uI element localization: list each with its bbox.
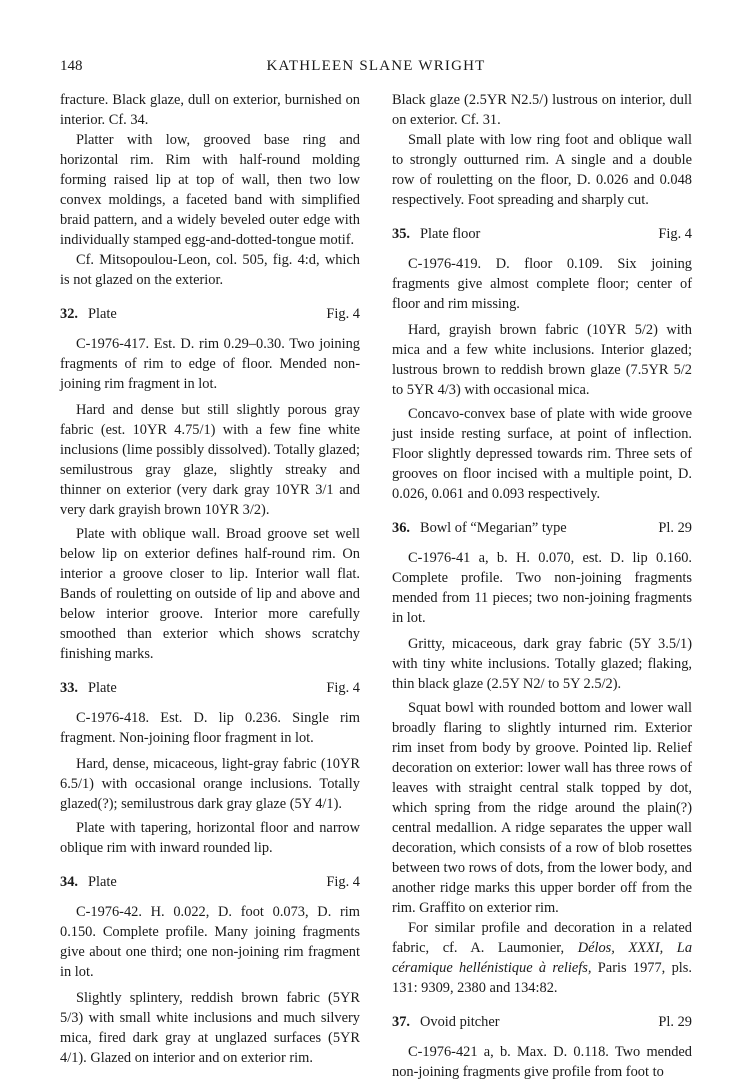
inventory-paragraph: C-1976-42. H. 0.022, D. foot 0.073, D. rim 0.150. Complete profile. Many joining fragments give about one third; one non-joining rim fragment in lot. [60,904,360,980]
entry-title: Bowl of “Megarian” type [420,520,567,536]
plate-reference: Pl. 29 [658,520,692,536]
catalog-entry-heading-37 [392,998,692,1042]
entry-number: 37. [392,1014,410,1030]
figure-reference: Fig. 4 [326,874,360,890]
entry-title: Ovoid pitcher [420,1014,500,1030]
catalog-entry-heading-33 [60,664,360,708]
description-paragraph: Platter with low, grooved base ring and horizontal rim. Rim with half-round molding forming raised lip at top of wall, then two low convex moldings, a faceted band with simplified braid pattern, and a widely beveled outer edge with individually stamped egg-and-dotted-tongue motif. [60,132,360,248]
inventory-paragraph: C-1976-417. Est. D. rim 0.29–0.30. Two joining fragments of rim to edge of floor. Mended non-joining rim fragment in lot. [60,336,360,392]
plate-reference: Pl. 29 [658,1014,692,1030]
comparison-citation: Paris 1977, pls. 131: 9309, 2380 and 134:82. [392,960,692,996]
fabric-paragraph: Slightly splintery, reddish brown fabric (5YR 5/3) with small white inclusions and much silvery mica, fired dark gray at unglazed surfaces (5YR 4/1). Glazed on interior and on exterior rim. [60,990,360,1066]
description-paragraph: Squat bowl with rounded bottom and lower wall broadly flaring to slightly inturned rim. Exterior rim inset from body by groove. Pointed lip. Relief decoration on exterior: lower wall has three rows of leaves with straight central stalk topped by dot, which spring from the ridge around the plain(?) central medallion. A ridge separates the upper wall decoration, which consists of a row of blob rosettes between two rows of dots, from the lower body, and another ridge marks this upper border off from the rim. Graffito on exterior rim. [392,700,693,916]
catalog-entry-heading-32 [60,290,360,334]
figure-reference: Fig. 4 [326,680,360,696]
continuation-paragraph: fracture. Black glaze, dull on exterior, burnished on interior. Cf. 34. [60,92,360,128]
publication-title: Délos, XXXI, La céramique hellénistique à reliefs, [392,940,693,976]
fabric-paragraph: Hard, dense, micaceous, light-gray fabric (10YR 6.5/1) with occasional orange inclusions. Totally glazed(?); semilustrous dark gray glaze (5Y 4/1). [60,756,360,812]
inventory-paragraph: C-1976-418. Est. D. lip 0.236. Single rim fragment. Non-joining floor fragment in lot. [60,710,360,746]
page-header [60,54,692,78]
entry-number: 32. [60,306,78,322]
entry-number: 33. [60,680,78,696]
catalog-entry-heading-36 [392,504,692,548]
entry-number: 36. [392,520,410,536]
comparison-text: For similar profile and decoration in a related fabric, cf. A. Laumonier, [392,920,692,956]
description-paragraph: Small plate with low ring foot and oblique wall to strongly outturned rim. A single and a double row of rouletting on the floor, D. 0.026 and 0.048 respectively. Foot spreading and sharply cut. [392,132,692,208]
description-paragraph: Concavo-convex base of plate with wide groove just inside resting surface, at point of inflection. Floor slightly depressed towards rim. Three sets of grooves on floor incised with a multiple point, D. 0.026, 0.061 and 0.093 respectively. [392,406,692,502]
comparison-paragraph [392,918,692,998]
running-head: KATHLEEN SLANE WRIGHT [266,58,486,74]
inventory-paragraph: C-1976-419. D. floor 0.109. Six joining fragments give almost complete floor; center of floor and rim missing. [392,256,692,312]
figure-reference: Fig. 4 [326,306,360,322]
comparison-paragraph: Cf. Mitsopoulou-Leon, col. 505, fig. 4:d, which is not glazed on the exterior. [60,252,360,288]
inventory-paragraph: C-1976-41 a, b. H. 0.070, est. D. lip 0.160. Complete profile. Two non-joining fragments mended from 11 pieces; two non-joining fragments in lot. [392,550,692,626]
entry-title: Plate [88,680,117,696]
fabric-paragraph: Hard and dense but still slightly porous gray fabric (est. 10YR 4.75/1) with a few fine white inclusions (lime possibly dissolved). Totally glazed; semilustrous gray glaze, slightly streaky and thinner on exterior (very dark gray 10YR 3/1 and very dark grayish brown 10YR 3/2). [60,402,360,518]
continuation-paragraph: Black glaze (2.5YR N2.5/) lustrous on interior, dull on exterior. Cf. 31. [392,92,692,128]
entry-number: 34. [60,874,78,890]
inventory-paragraph: C-1976-421 a, b. Max. D. 0.118. Two mended non-joining fragments give profile from foot to [392,1044,692,1080]
left-column [60,90,360,1068]
entry-title: Plate floor [420,226,481,242]
page-number: 148 [60,58,83,74]
right-column [392,90,692,1082]
figure-reference: Fig. 4 [658,226,692,242]
description-paragraph: Plate with tapering, horizontal floor and narrow oblique rim with inward rounded lip. [60,820,360,856]
entry-title: Plate [88,874,117,890]
entry-title: Plate [88,306,117,322]
fabric-paragraph: Hard, grayish brown fabric (10YR 5/2) with mica and a few white inclusions. Interior glazed; lustrous brown to reddish brown glaze (7.5YR 5/2 to 5YR 4/3) with occasional mica. [392,322,692,398]
entry-number: 35. [392,226,410,242]
description-paragraph: Plate with oblique wall. Broad groove set well below lip on exterior defines half-round rim. On interior a groove closer to lip. Interior wall flat. Bands of rouletting on outside of lip and above and below interior groove. Interior more carefully smoothed than exterior which shows scratchy finishing marks. [60,526,360,662]
catalog-entry-heading-35 [392,210,692,254]
catalog-entry-heading-34 [60,858,360,902]
fabric-paragraph: Gritty, micaceous, dark gray fabric (5Y 3.5/1) with tiny white inclusions. Totally glazed; flaking, thin black glaze (2.5Y N2/ to 5Y 2.5/2). [392,636,692,692]
